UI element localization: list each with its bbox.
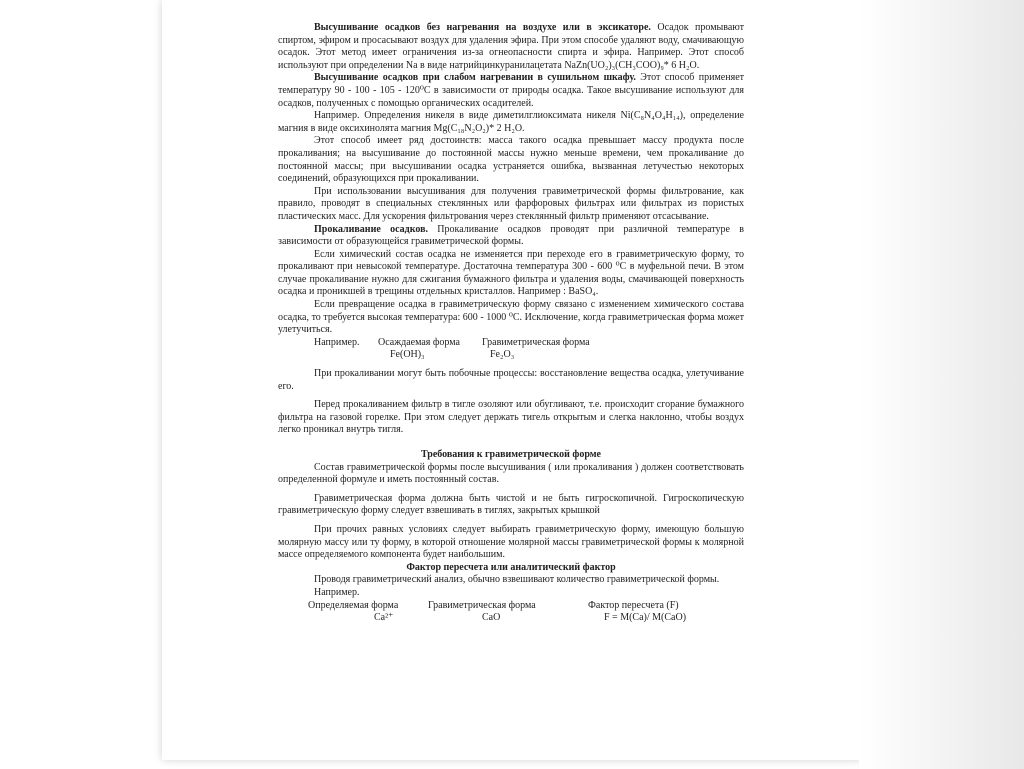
iron-col-precipitated: Осаждаемая форма: [378, 336, 460, 348]
iron-value-gravimetric: Fe₂O₃: [490, 349, 515, 361]
paragraph-air-drying: [278, 22, 744, 72]
paragraph-molar-mass: При прочих равных условиях следует выбирать гравиметрическую форму, имеющую большую молярную массу или ту форму, в которой отношение молярной массы гравиметрической формы к молярной массе определяемого компонента будет наибольшим.: [278, 523, 744, 561]
document-page: [278, 10, 744, 625]
factor-table-header: [278, 600, 744, 613]
factor-col-gravimetric: Гравиметрическая форма: [428, 599, 536, 611]
heading-air-drying: Высушивание осадков без нагревания на воздухе или в эксикаторе.: [314, 22, 651, 33]
factor-col-determined: Определяемая форма: [308, 599, 399, 611]
heading-conversion-factor: Фактор пересчета или аналитический фактор: [406, 561, 616, 573]
paragraph-ignition: [278, 224, 744, 249]
iron-example-header: [278, 337, 744, 350]
iron-example-label: Например.: [314, 336, 360, 348]
paragraph-filtration: При использовании высушивания для получения гравиметрической формы фильтрование, как правило, проводят в специальных стеклянных или фарфоровых фильтрах или фильтрах из пористых пластических масс. Для ускорения фильтрования через стеклянный фильтр применяют отсасывание.: [278, 185, 744, 222]
factor-value-formula: F = M(Ca)/ M(CaO): [604, 612, 687, 624]
paragraph-ashing: Перед прокаливанием фильтр в тигле озоляют или обугливают, т.е. происходит сгорание бумажного фильтра на газовой горелке. При этом следует держать тигель открытым и слегка наклонно, чтобы воздух легко проникал внутрь тигля.: [278, 399, 744, 436]
iron-col-gravimetric: Гравиметрическая форма: [482, 336, 590, 348]
factor-value-determined: Ca²⁺: [374, 612, 394, 624]
paragraph-high-temp: Если превращение осадка в гравиметрическую форму связано с изменением химического состава осадка, то требуется высокая температура: 600 - 1000 ⁰С. Исключение, когда гравиметрическая форма может улетучиться.: [278, 299, 744, 336]
paragraph-nickel-example: Например. Определения никеля в виде диметилглиоксимата никеля Ni(C₈N₄O₄H₁₄), определение магния в виде оксихинолята магния Mg(C₁₈N₂O₂)* 2 H₂O.: [278, 110, 744, 134]
text-ignition: Прокаливание осадков проводят при различной температуре в зависимости от образующейся гравиметрической формы.: [278, 223, 744, 248]
paragraph-example-label: Например.: [314, 586, 360, 598]
heading-requirements: Требования к гравиметрической форме: [421, 449, 601, 460]
factor-value-gravimetric: CaO: [482, 612, 501, 624]
iron-value-precipitated: Fe(OH)₃: [390, 349, 425, 361]
iron-example-values: [278, 349, 744, 362]
paragraph-advantages: Этот способ имеет ряд достоинств: масса такого осадка превышает массу продукта после прокаливания; на высушивание до постоянной массы нужно меньше времени, чем прокаливание до постоянной массы; при высушивании осадка устраняется ошибка, вызванная летучестью некоторых соединений, образующихся при прокаливании.: [278, 135, 744, 185]
paragraph-weighing: Проводя гравиметрический анализ, обычно взвешивают количество гравиметрической формы.: [314, 574, 720, 586]
right-edge-shade: [859, 0, 1024, 769]
paragraph-composition: Состав гравиметрической формы после высушивания ( или прокаливания ) должен соответствовать определенной формуле и иметь постоянный состав.: [278, 461, 744, 486]
text-air-drying: Осадок промывают спиртом, эфиром и просасывают воздух для удаления эфира. При этом способе удаляют воду, смачивающую осадок. Этот метод имеет ограничения из-за огнеопасности спирта и эфира. Например. Этот способ используют при определении Na в виде натрийцинкуранилацетата NaZn(UO₂)₃(CH₃COO)₉* 6 H₂O.: [278, 22, 744, 71]
paragraph-purity: Гравиметрическая форма должна быть чистой и не быть гигроскопичной. Гигроскопическую гравиметрическую форму следует взвешивать в тиглях, закрытых крышкой: [278, 492, 744, 517]
factor-col-factor: Фактор пересчета (F): [588, 599, 679, 611]
paragraph-oven-drying: [278, 72, 744, 110]
paragraph-low-temp: Если химический состав осадка не изменяется при переходе его в гравиметрическую форму, то прокаливают при невысокой температуре. Достаточна температура 300 - 600 ⁰С в муфельной печи. В этом случае прокаливание нужно для сжигания бумажного фильтра и удаления воды, смачивающей поверхность осадка и проникшей в трещины отдельных кристаллов. Например : BaSO₄.: [278, 248, 744, 298]
paragraph-side-processes: При прокаливании могут быть побочные процессы: восстановление вещества осадка, улетучивание его.: [278, 368, 744, 392]
heading-ignition: Прокаливание осадков.: [314, 223, 428, 235]
heading-oven-drying: Высушивание осадков при слабом нагревании в сушильном шкафу.: [314, 72, 636, 84]
factor-table-values: [278, 612, 744, 625]
text-oven-drying: Этот способ применяет температуру 90 - 100 - 105 - 120⁰С в зависимости от природы осадка. Такое высушивание используют для осадков, полученных с помощью органических осадителей.: [278, 72, 745, 109]
